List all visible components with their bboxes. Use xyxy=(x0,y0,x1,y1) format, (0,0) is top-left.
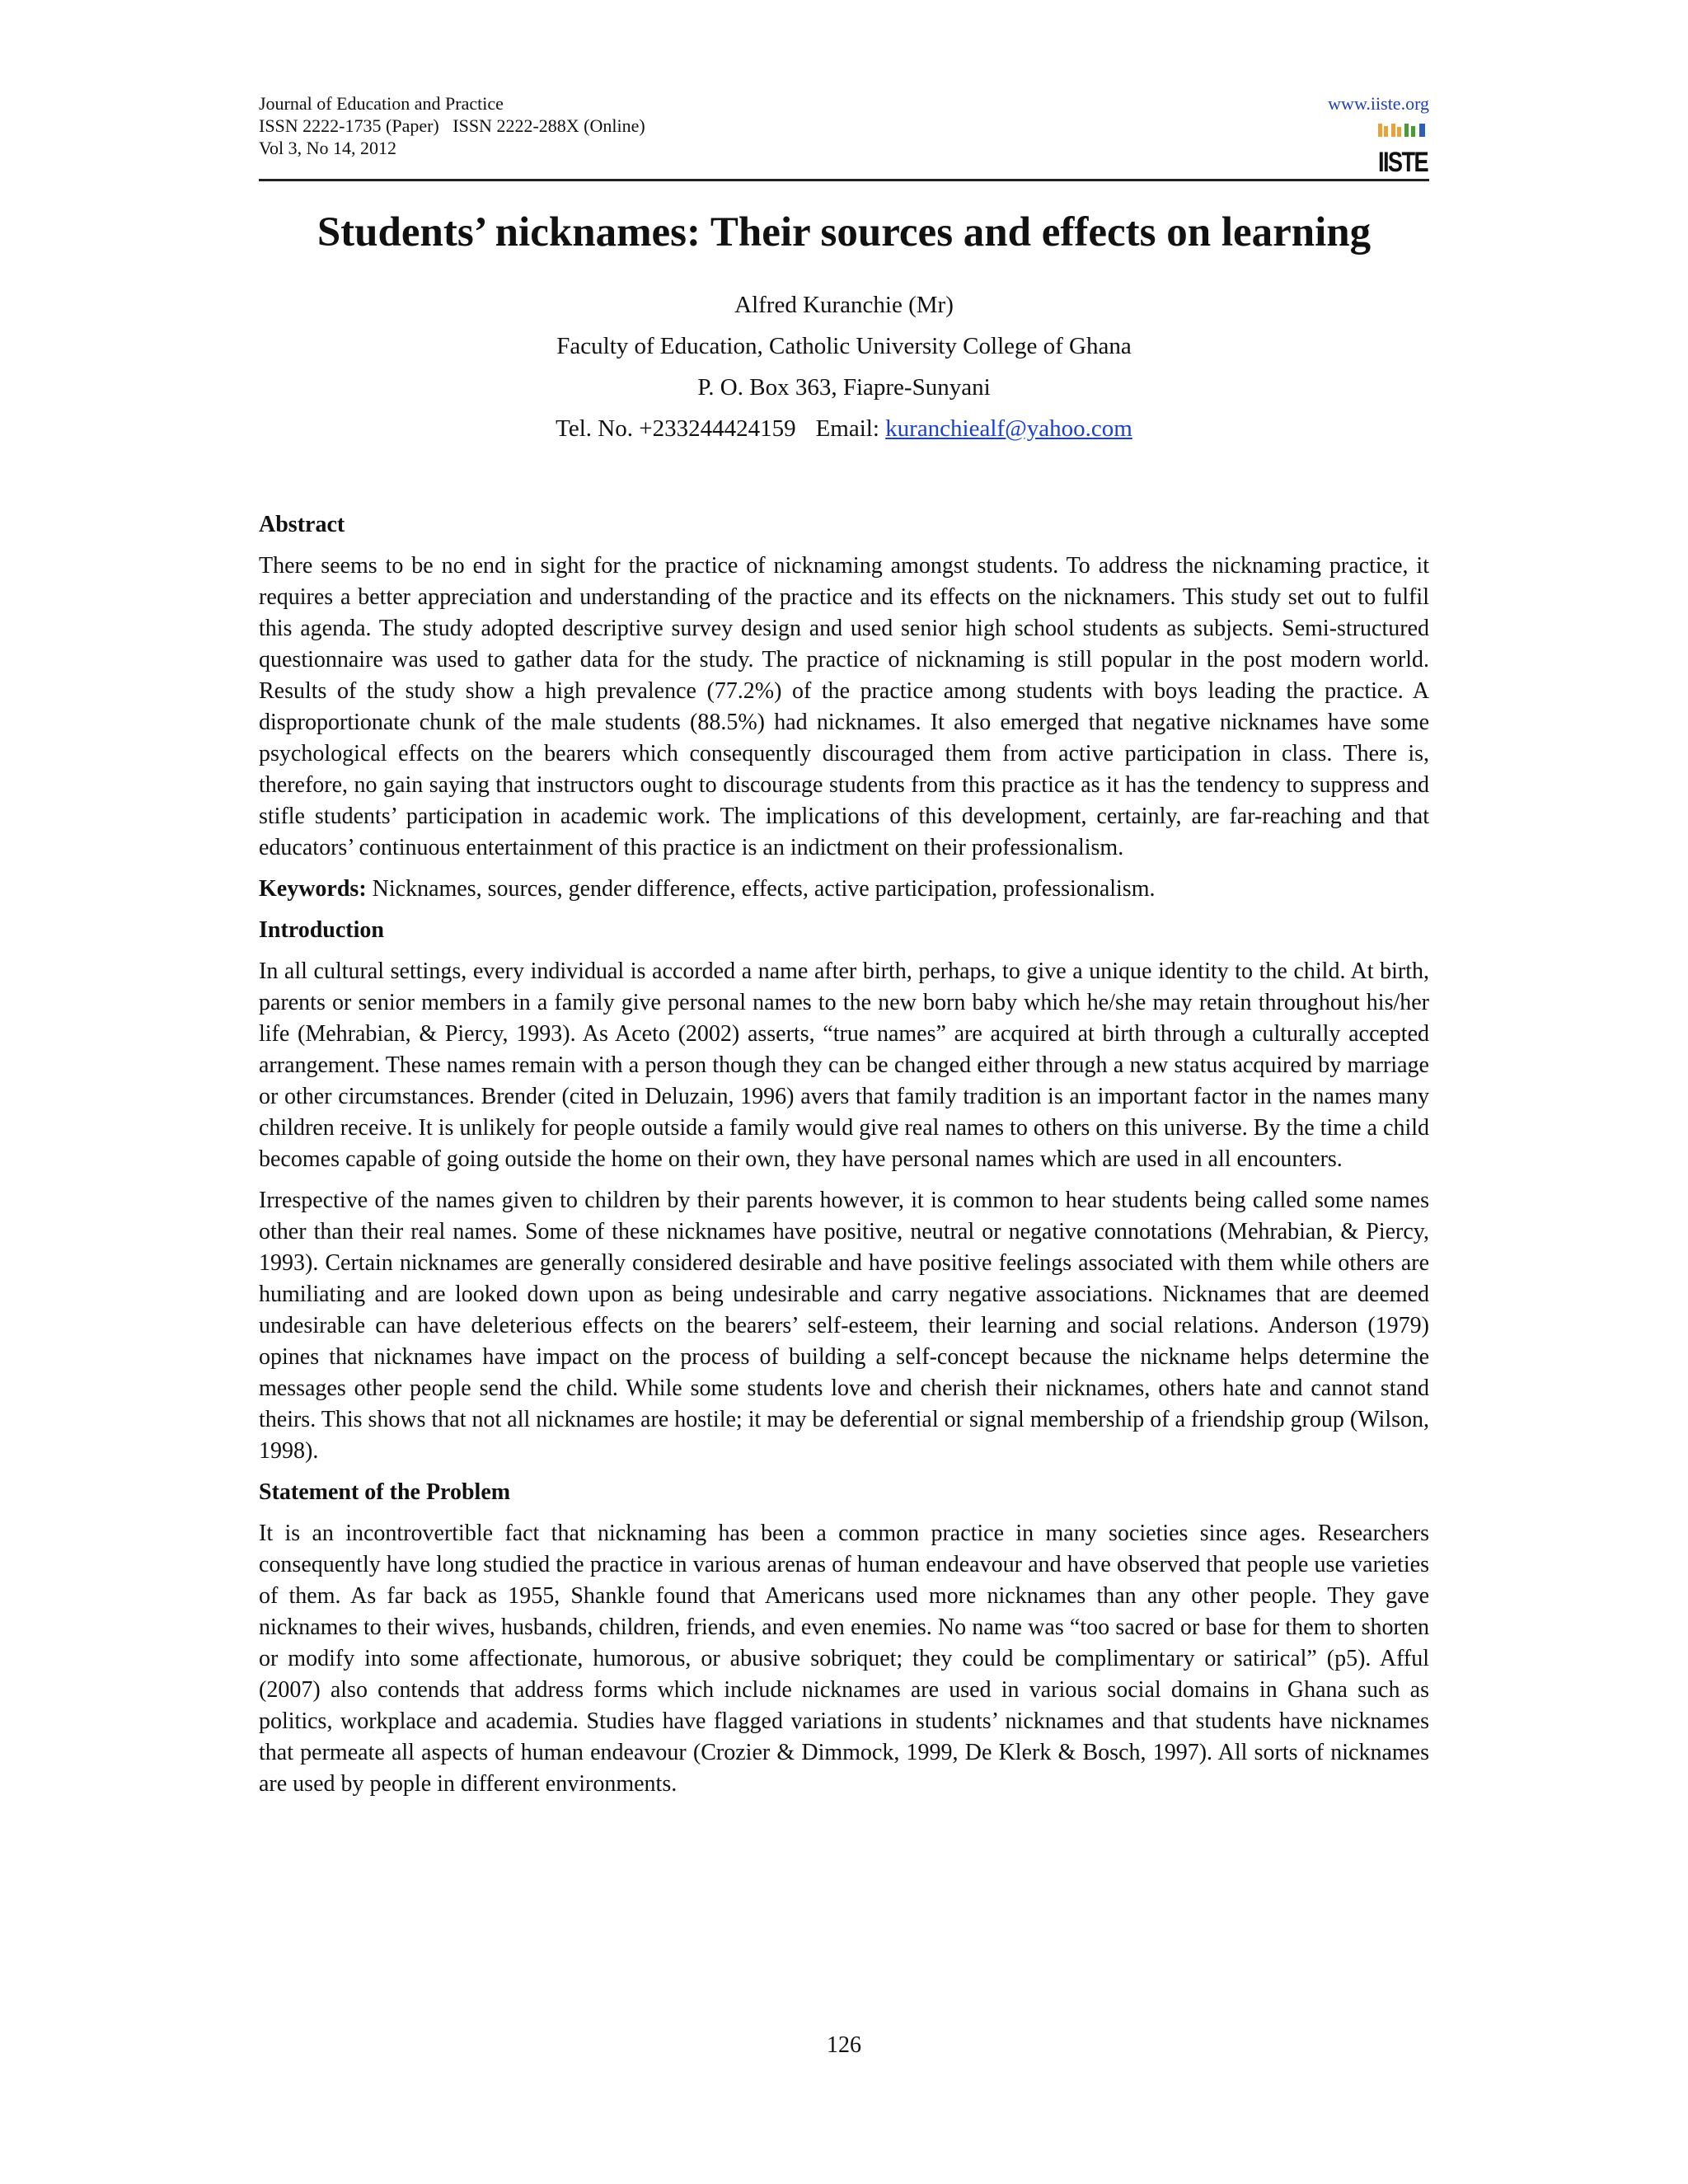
author-name: Alfred Kuranchie (Mr) xyxy=(734,292,954,318)
journal-url-link[interactable]: www.iiste.org xyxy=(1328,93,1429,114)
author-address: P. O. Box 363, Fiapre-Sunyani xyxy=(697,374,991,401)
author-tel: Tel. No. +233244424159 xyxy=(556,415,796,442)
logo-text: IISTE xyxy=(1378,147,1429,178)
journal-info xyxy=(259,92,645,159)
problem-heading: Statement of the Problem xyxy=(259,1479,511,1505)
abstract-heading: Abstract xyxy=(259,512,345,537)
introduction-paragraph-1: In all cultural settings, every individual is accorded a name after birth, perhaps, to give a unique identity to the child. At birth, parents or senior members in a family give personal names to the new born baby which he/she may retain throughout his/her life (Mehrabian, & Piercy, 1993). As Aceto (2002) asserts, “true names” are acquired at birth through a culturally accepted arrangement. These names remain with a person though they can be changed either through a new status acquired by marriage or other circumstances. Brender (cited in Deluzain, 1996) avers that family tradition is an important factor in the names many children receive. It is unlikely for people outside a family would give real names to others on this universe. By the time a child becomes capable of going outside the home on their own, they have personal names which are used in all encounters. xyxy=(259,958,1429,1172)
paper-body xyxy=(259,509,1429,1810)
introduction-paragraph-2: Irrespective of the names given to children by their parents however, it is common to hear students being called some names other than their real names. Some of these nicknames have positive, neutral or negative connotations (Mehrabian, & Piercy, 1993). Certain nicknames are generally considered desirable and have positive feelings associated with them while others are humiliating and are looked down upon as being undesirable and carry negative associations. Nicknames that are deemed undesirable can have deleterious effects on the bearers’ self-esteem, their learning and social relations. Anderson (1979) opines that nicknames have impact on the process of building a self-concept because the nickname helps determine the messages other people send the child. While some students love and cherish their nicknames, others hate and cannot stand theirs. This shows that not all nicknames are hostile; it may be deferential or signal membership of a friendship group (Wilson, 1998). xyxy=(259,1188,1429,1464)
journal-volume: Vol 3, No 14, 2012 xyxy=(259,138,397,158)
author-block xyxy=(259,284,1429,449)
header-rule xyxy=(259,179,1429,181)
problem-paragraph-1: It is an incontrovertible fact that nicknaming has been a common practice in many societies since ages. Researchers consequently have long studied the practice in various arenas of human endeavour and have observed that people use varieties of them. As far back as 1955, Shankle found that Americans used more nicknames than any other people. They gave nicknames to their wives, husbands, children, friends, and even enemies. No name was “too sacred or base for them to shorten or modify into some affectionate, humorous, or abusive sobriquet; they could be complimentary or satirical” (p5). Afful (2007) also contends that address forms which include nicknames are used in various social domains in Ghana such as politics, workplace and academia. Studies have flagged variations in students’ nicknames and that students have nicknames that permeate all aspects of human endeavour (Crozier & Dimmock, 1999, De Klerk & Bosch, 1997). All sorts of nicknames are used by people in different environments. xyxy=(259,1521,1429,1797)
author-email-link[interactable]: kuranchiealf@yahoo.com xyxy=(885,415,1132,442)
keywords-label: Keywords: xyxy=(259,876,367,902)
paper-title: Students’ nicknames: Their sources and effects on learning xyxy=(316,209,1372,255)
author-affiliation: Faculty of Education, Catholic University College of Ghana xyxy=(556,333,1132,359)
introduction-heading: Introduction xyxy=(259,917,384,943)
email-label: Email: xyxy=(815,415,879,442)
abstract-text: There seems to be no end in sight for the practice of nicknaming amongst students. To address the nicknaming practice, it requires a better appreciation and understanding of the practice and its effects on the nicknamers. This study set out to fulfil this agenda. The study adopted descriptive survey design and used senior high school students as subjects. Semi-structured questionnaire was used to gather data for the study. The practice of nicknaming is still popular in the post modern world. Results of the study show a high prevalence (77.2%) of the practice among students with boys leading the practice. A disproportionate chunk of the male students (88.5%) had nicknames. It also emerged that negative nicknames have some psychological effects on the bearers which consequently discouraged them from active participation in class. There is, therefore, no gain saying that instructors ought to discourage students from this practice as it has the tendency to suppress and stifle students’ participation in academic work. The implications of this development, certainly, are far-reaching and that educators’ continuous entertainment of this practice is an indictment on their professionalism. xyxy=(259,553,1429,860)
iiste-logo-icon xyxy=(1376,122,1429,176)
author-contact xyxy=(259,408,1429,449)
page-number: 126 xyxy=(827,2032,861,2058)
keywords xyxy=(259,874,1429,905)
journal-issn: ISSN 2222-1735 (Paper) ISSN 2222-288X (Online) xyxy=(259,115,645,136)
journal-name: Journal of Education and Practice xyxy=(259,93,504,114)
running-header xyxy=(259,92,1429,181)
keywords-text: Nicknames, sources, gender difference, effects, active participation, professionalism. xyxy=(366,876,1156,902)
